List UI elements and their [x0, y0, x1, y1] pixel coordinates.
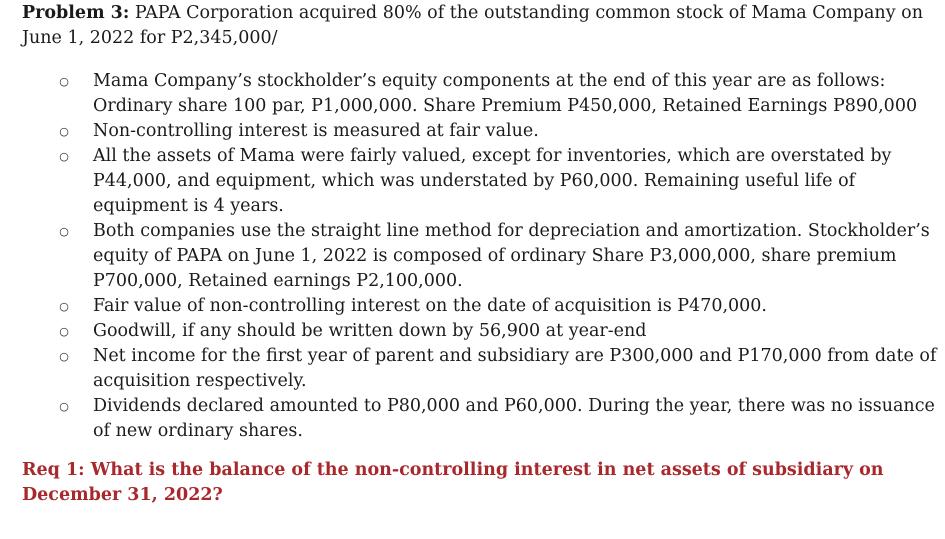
hollow-circle-bullet-icon: ○ [59, 150, 69, 163]
problem-document [22, 0, 937, 508]
hollow-circle-bullet-icon: ○ [59, 125, 69, 138]
hollow-circle-bullet-icon: ○ [59, 400, 69, 413]
problem-statement [22, 0, 937, 51]
list-item [22, 69, 937, 119]
hollow-circle-bullet-icon: ○ [59, 325, 69, 338]
hollow-circle-bullet-icon: ○ [59, 225, 69, 238]
list-item-text: Non-controlling interest is measured at fair value. [93, 121, 539, 141]
list-item-text: Goodwill, if any should be written down by 56,900 at year-end [93, 321, 647, 341]
list-item [22, 219, 937, 294]
facts-list [22, 69, 937, 444]
list-item [22, 144, 937, 219]
list-item-text: Fair value of non-controlling interest on the date of acquisition is P470,000. [93, 296, 767, 316]
hollow-circle-bullet-icon: ○ [59, 350, 69, 363]
list-item-text: Dividends declared amounted to P80,000 and P60,000. During the year, there was no issuance of new ordinary shares. [93, 396, 935, 441]
list-item [22, 119, 937, 144]
problem-intro: PAPA Corporation acquired 80% of the outstanding common stock of Mama Company on June 1, 2022 for P2,345,000/ [22, 3, 923, 48]
list-item-text: Both companies use the straight line method for depreciation and amortization. Stockholder’s equity of PAPA on June 1, 2022 is composed of ordinary Share P3,000,000, share premium P700,000, Retained earnings P2,100,000. [93, 221, 930, 291]
list-item [22, 294, 937, 319]
problem-label: Problem 3: [22, 3, 130, 23]
list-item-text: Mama Company’s stockholder’s equity components at the end of this year are as follows: Ordinary share 100 par, P1,000,000. Share Premium P450,000, Retained Earnings P890,000 [93, 71, 918, 116]
hollow-circle-bullet-icon: ○ [59, 75, 69, 88]
list-item-text: All the assets of Mama were fairly valued, except for inventories, which are overstated by P44,000, and equipment, which was understated by P60,000. Remaining useful life of equipment is 4 years. [93, 146, 892, 216]
requirement-question: Req 1: What is the balance of the non-controlling interest in net assets of subsidiary on December 31, 2022? [22, 460, 884, 505]
list-item [22, 394, 937, 444]
list-item [22, 319, 937, 344]
hollow-circle-bullet-icon: ○ [59, 300, 69, 313]
list-item [22, 344, 937, 394]
list-item-text: Net income for the first year of parent and subsidiary are P300,000 and P170,000 from date of acquisition respectively. [93, 346, 937, 391]
